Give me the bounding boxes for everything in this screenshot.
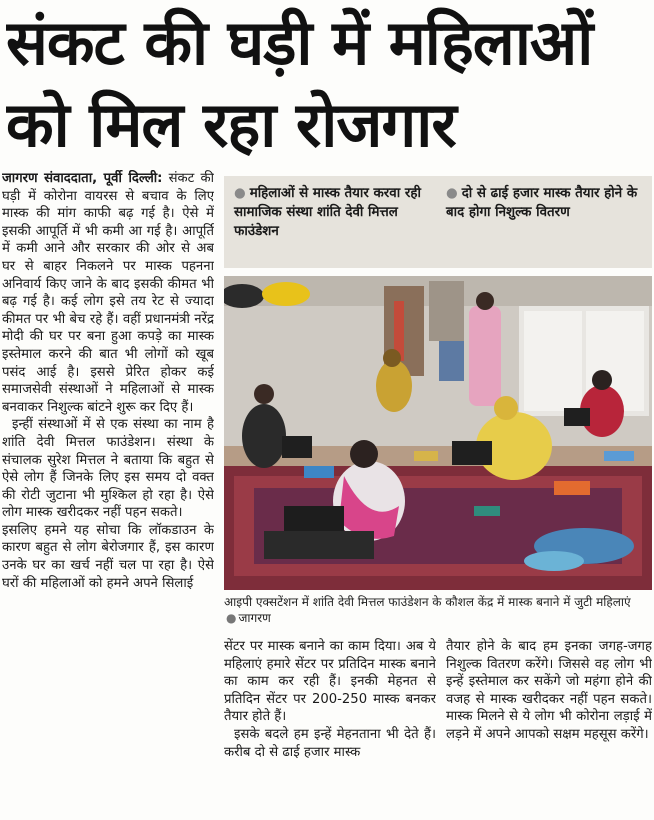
- highlight-2: [446, 184, 642, 260]
- bullet-icon: ●: [234, 186, 246, 201]
- byline: जागरण संवाददाता, पूर्वी दिल्ली:: [2, 171, 163, 186]
- paragraph-4: सेंटर पर मास्क बनाने का काम दिया। अब ये महिलाएं हमारे सेंटर पर प्रतिदिन मास्क बनाने का काम कर रही हैं। इनकी मेहनत से प्रतिदिन सेंटर पर 200-250 मास्क बनकर तैयार होते हैं।: [224, 639, 436, 725]
- headline-line-1: संकट की घड़ी में महिलाओं: [6, 6, 593, 79]
- paragraph-2: इन्हीं संस्थाओं में से एक संस्था का नाम है शांति देवी मित्तल फाउंडेशन। संस्था के संचालक सुरेश मित्तल ने बताया कि बहुत से ऐसे लोग हैं जिनके लिए इस समय दो वक्त की रोटी जुटाना भी मुश्किल हो रहा है। ऐसे लोग मास्क खरीदकर नहीं पहन सकते।: [2, 417, 214, 521]
- paragraph-5: इसके बदले हम इन्हें मेहनताना भी देते हैं। करीब दो से ढाई हजार मास्क: [224, 726, 436, 760]
- paragraph-1: [2, 170, 214, 416]
- paragraph-1-text: संकट की घड़ी में कोरोना वायरस से बचाव के लिए मास्क की मांग काफी बढ़ गई है। ऐसे में इसकी आपूर्ति में भी कमी आ गई है। आपूर्ति में कमी आने और सरकार की ओर से अब घर से बाहर निकलने पर मास्क पहनना अनिवार्य किए जाने के बाद इसकी कीमत भी बढ़ गई है। कई लोग इसे तय रेट से ज्यादा कीमत पर भी बेच रहे हैं। वहीं प्रधानमंत्री नरेंद्र मोदी की घर पर बना हुआ कपड़े का मास्क इस्तेमाल करने की बात भी लोगों को खूब पसंद आई है। इससे प्रेरित होकर कई समाजसेवी संस्थाओं ने महिलाओं से मास्क बनवाकर निशुल्क बांटने शुरू कर दिए हैं।: [2, 171, 214, 415]
- headline-line-2: को मिल रहा रोजगार: [6, 88, 456, 161]
- photo-women-sewing-masks: [224, 276, 652, 590]
- paragraph-6: तैयार होने के बाद हम इनका जगह-जगह निशुल्क वितरण करेंगे। जिससे वह लोग भी इन्हें इस्तेमाल कर सकेंगे जो महंगा होने की वजह से मास्क खरीदकर नहीं पहन सकते। मास्क मिलने से ये लोग भी कोरोना लड़ाई में लड़ने में अपने आपको सक्षम महसूस करेंगे।: [446, 639, 652, 742]
- news-photo: [224, 276, 652, 590]
- article-column-right: [446, 638, 652, 816]
- bullet-icon: ●: [226, 611, 237, 625]
- photo-caption: [224, 594, 652, 626]
- bullet-icon: ●: [446, 186, 458, 201]
- highlight-1-text: महिलाओं से मास्क तैयार करवा रही सामाजिक संस्था शांति देवी मित्तल फाउंडेशन: [234, 186, 421, 239]
- caption-text: आइपी एक्सटेंशन में शांति देवी मित्तल फाउंडेशन के कौशल केंद्र में मास्क बनाने में जुटी महिलाएं: [224, 595, 631, 609]
- highlight-2-text: दो से ढाई हजार मास्क तैयार होने के बाद होगा निशुल्क वितरण: [446, 186, 638, 220]
- article-column-middle: [224, 638, 436, 816]
- paragraph-3: इसलिए हमने यह सोचा कि लॉकडाउन के कारण बहुत से लोग बेरोजगार हैं, इस कारण उनके घर का खर्च नहीं चल पा रहा है। ऐसे घरों की महिलाओं को हमने अपने सिलाई: [2, 522, 214, 591]
- article-column-left: [2, 170, 214, 815]
- headline: [6, 2, 648, 166]
- highlights-box: [224, 176, 652, 268]
- highlight-1: [234, 184, 430, 260]
- caption-credit: जागरण: [238, 611, 271, 625]
